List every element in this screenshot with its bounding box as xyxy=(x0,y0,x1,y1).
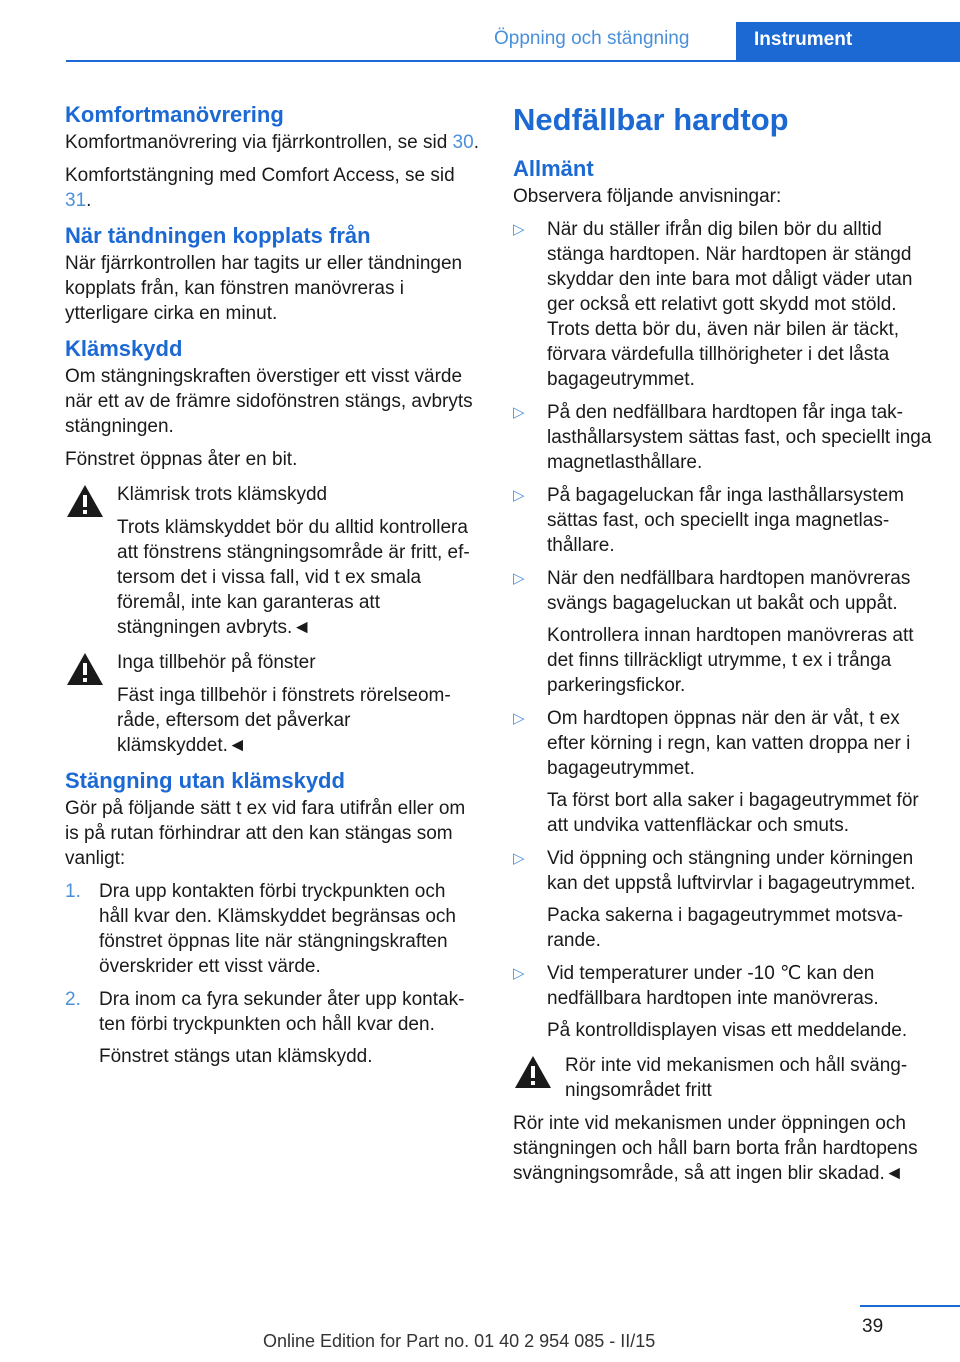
triangle-bullet-icon: ▷ xyxy=(513,221,525,238)
bullet-note: Ta först bort alla saker i bagageutrymmet för att undvika vattenfläckar och smuts. xyxy=(547,790,919,836)
heading-utan-klamskydd: Stängning utan klämskydd xyxy=(65,768,345,793)
step-note: Fönstret stängs utan klämskydd. xyxy=(99,1046,373,1067)
paragraph-utan-klamskydd: Gör på följande sätt t ex vid fara utifrån eller om is på rutan förhindrar att den kan stängas som vanligt: xyxy=(65,798,466,869)
step-number: 2. xyxy=(65,989,81,1010)
warning-klamrisk-body-text: Trots klämskyddet bör du alltid kontrollera att fönstrens stängningsområde är fritt, eftersom det i vissa fall, vid t ex smala föremål, inte kan garanteras att stängningen avbryts.◄ xyxy=(117,517,470,638)
triangle-bullet-icon: ▷ xyxy=(513,710,525,727)
list-item xyxy=(513,400,933,475)
warning-tillbehor-body-text: Fäst inga tillbehör i fönstrets rörelseområde, eftersom det påverkar klämskyddet.◄ xyxy=(117,685,451,756)
triangle-bullet-icon: ▷ xyxy=(513,850,525,867)
edition-footer: Online Edition for Part no. 01 40 2 954 085 - II/15 xyxy=(263,1331,656,1351)
bullet-text: På bagageluckan får inga lasthållarsystem sättas fast, och speciellt inga magnetlasthållare. xyxy=(547,485,904,556)
heading-allmant: Allmänt xyxy=(513,156,594,181)
list-item xyxy=(513,483,933,558)
warning-triangle-icon xyxy=(65,650,105,690)
heading-komfortmanovrering: Komfortmanövrering xyxy=(65,102,284,127)
heading-klamskydd: Klämskydd xyxy=(65,336,183,361)
left-column xyxy=(65,100,480,1077)
paragraph-komfort-access-text: Komfortstängning med Comfort Access, se sid xyxy=(65,165,455,186)
warning-tillbehor xyxy=(65,650,480,758)
list-item xyxy=(513,566,933,698)
warning-triangle-icon xyxy=(513,1053,553,1093)
paragraph-klamskydd-2: Fönstret öppnas åter en bit. xyxy=(65,449,298,470)
paragraph-klamskydd-1: Om stängningskraften överstiger ett visst värde när ett av de främre sidofönstren stängs, avbryts stängningen. xyxy=(65,366,473,437)
page-link-30[interactable]: 30 xyxy=(452,132,474,153)
list-item xyxy=(513,217,933,392)
step-text: Dra inom ca fyra sekunder åter upp kontakten förbi tryckpunkten och håll kvar den. xyxy=(99,989,465,1035)
triangle-bullet-icon: ▷ xyxy=(513,965,525,982)
page-header xyxy=(0,0,960,62)
triangle-bullet-icon: ▷ xyxy=(513,570,525,587)
warning-tillbehor-body xyxy=(65,683,480,758)
bullet-text: På den nedfällbara hardtopen får inga taklasthållarsystem sättas fast, och speciellt inga magnetlasthållare. xyxy=(547,402,932,473)
bullet-text: Om hardtopen öppnas när den är våt, t ex efter körning i regn, kan vatten droppa ner i bagageutrymmet. xyxy=(547,708,911,779)
header-chapter-tab: Instrument xyxy=(736,22,960,62)
paragraph-komfort-remote: Komfortmanövrering via fjärrkontrollen, se sid 30. xyxy=(65,132,479,153)
paragraph-komfort-access: Komfortstängning med Comfort Access, se sid 31. xyxy=(65,165,455,211)
list-item xyxy=(513,706,933,838)
warning-mekanism-title: Rör inte vid mekanismen och håll svängningsområdet fritt xyxy=(565,1055,908,1101)
heading-tandning: När tändningen kopplats från xyxy=(65,223,371,248)
warning-mekanism-body: Rör inte vid mekanismen under öppningen och stängningen och håll barn borta från hardtopens svängningsområde, så att ingen blir skadad.◄ xyxy=(513,1113,918,1184)
page-number: 39 xyxy=(862,1316,884,1337)
steps-list xyxy=(65,879,480,1069)
bullet-list xyxy=(513,217,933,1043)
triangle-bullet-icon: ▷ xyxy=(513,404,525,421)
warning-klamrisk-body xyxy=(65,515,480,640)
paragraph-komfort-remote-text: Komfortmanövrering via fjärrkontrollen, se sid xyxy=(65,132,453,153)
right-column xyxy=(513,100,933,1194)
warning-tillbehor-title: Inga tillbehör på fönster xyxy=(117,652,316,673)
step-number: 1. xyxy=(65,881,81,902)
warning-klamrisk xyxy=(65,482,480,640)
warning-klamrisk-title: Klämrisk trots klämskydd xyxy=(117,484,328,505)
bullet-text: När den nedfällbara hardtopen manövreras svängs bagageluckan ut bakåt och uppåt. xyxy=(547,568,911,614)
paragraph-tandning: När fjärrkontrollen har tagits ur eller tändningen kopplats från, kan fönstren manövreras i ytterligare cirka en minut. xyxy=(65,253,463,324)
triangle-bullet-icon: ▷ xyxy=(513,487,525,504)
page-link-31[interactable]: 31 xyxy=(65,190,87,211)
heading-nedfallbar-hardtop: Nedfällbar hardtop xyxy=(513,102,789,137)
bullet-text: Vid öppning och stängning under körningen kan det uppstå luftvirvlar i bagageutrymmet. xyxy=(547,848,916,894)
step-text: Dra upp kontakten förbi tryckpunkten och håll kvar den. Klämskyddet begränsas och fönstret öppnas lite när stängningskraften överskrider ett visst värde. xyxy=(99,881,456,977)
bullet-text: Vid temperaturer under -10 ℃ kan den nedfällbara hardtopen inte manövreras. xyxy=(547,963,879,1009)
header-rule xyxy=(66,60,736,62)
bullet-note: Kontrollera innan hardtopen manövreras att det finns tillräckligt utrymme, t ex i trånga parkeringsfickor. xyxy=(547,625,914,696)
footer-rule xyxy=(860,1305,960,1307)
bullet-note: Packa sakerna i bagageutrymmet motsvarande. xyxy=(547,905,903,951)
list-item xyxy=(513,961,933,1043)
header-section-title: Öppning och stängning xyxy=(494,28,690,49)
list-item xyxy=(65,987,480,1069)
paragraph-intro: Observera följande anvisningar: xyxy=(513,186,782,207)
bullet-note: På kontrolldisplayen visas ett meddelande. xyxy=(547,1020,908,1041)
list-item xyxy=(65,879,480,979)
bullet-text: När du ställer ifrån dig bilen bör du alltid stänga hardtopen. När hardtopen är stängd skyddar den inte bara mot dåligt väder utan ger också ett relativt gott skydd mot stöld. Trots detta bör du, även när bilen är täckt, förvara värdefulla tillhörigheter i det låsta bagageutrymmet. xyxy=(547,219,913,390)
warning-mekanism xyxy=(513,1053,933,1186)
warning-triangle-icon xyxy=(65,482,105,522)
list-item xyxy=(513,846,933,953)
